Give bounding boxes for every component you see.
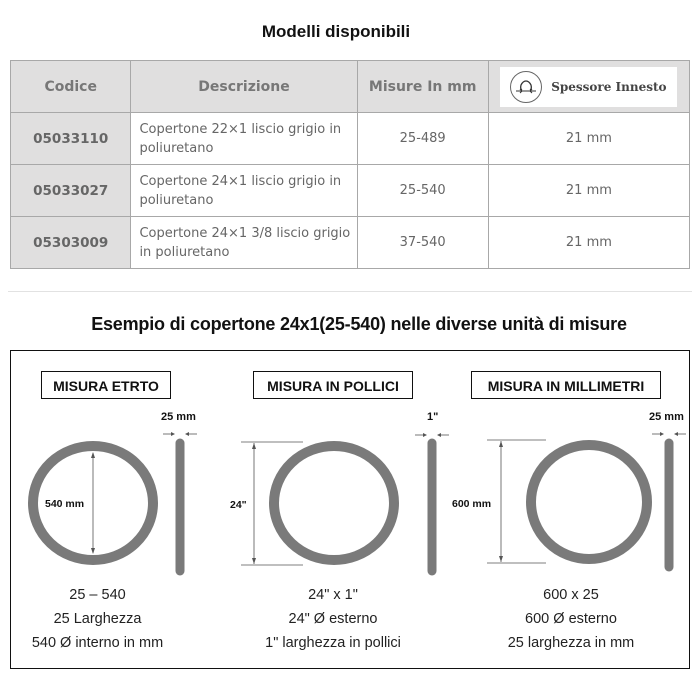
- cell-thickness: 21 mm: [488, 217, 689, 269]
- panel-caption: [501, 583, 641, 655]
- cell-size: 37-540: [357, 217, 488, 269]
- caption-line: 24" Ø esterno: [288, 611, 378, 627]
- caption-line: 540 Ø interno in mm: [31, 635, 164, 651]
- panel-heading: MISURA IN MILLIMETRI: [471, 371, 661, 399]
- panel-caption: [11, 583, 184, 655]
- header-thickness: [488, 61, 689, 113]
- example-diagram: [10, 350, 690, 669]
- example-title: Esempio di copertone 24x1(25-540) nelle diverse unità di misure: [91, 314, 627, 334]
- cell-code: 05033110: [11, 113, 131, 165]
- omega-clip-icon: [510, 71, 542, 103]
- panel-caption: [245, 583, 421, 655]
- cell-thickness: 21 mm: [488, 113, 689, 165]
- thickness-header-label: Spessore Innesto: [551, 79, 667, 94]
- tire-millimeters-drawing: [461, 351, 691, 581]
- caption-line: 600 x 25: [543, 587, 599, 603]
- header-code: Codice: [11, 61, 131, 113]
- panel-etrto: [11, 351, 241, 670]
- cell-thickness: 21 mm: [488, 165, 689, 217]
- table-row: [11, 165, 690, 217]
- cell-description: Copertone 22×1 liscio grigio in poliuretano: [131, 113, 357, 165]
- panel-heading: MISURA IN POLLICI: [253, 371, 413, 399]
- caption-line: 25 Larghezza: [53, 611, 142, 627]
- tire-etrto-drawing: [11, 351, 241, 581]
- cell-description: Copertone 24×1 liscio grigio in poliuretano: [131, 165, 357, 217]
- caption-line: 600 Ø esterno: [525, 611, 617, 627]
- section-divider: [8, 291, 692, 292]
- cell-description: Copertone 24×1 3/8 liscio grigio in poliuretano: [131, 217, 357, 269]
- tire-inches-drawing: [231, 351, 461, 581]
- caption-line: 25 larghezza in mm: [507, 635, 635, 651]
- width-label: 1": [427, 411, 439, 423]
- table-row: [11, 217, 690, 269]
- caption-line: 24" x 1": [308, 587, 358, 603]
- thickness-header-badge: [500, 67, 677, 107]
- panel-inches: [231, 351, 461, 670]
- page-title: Modelli disponibili: [261, 22, 411, 41]
- panel-millimeters: [452, 351, 691, 670]
- cell-code: 05033027: [11, 165, 131, 217]
- header-description: Descrizione: [131, 61, 357, 113]
- width-label: 25 mm: [161, 411, 196, 423]
- diameter-label: 540 mm: [45, 498, 85, 510]
- width-label: 25 mm: [649, 411, 684, 423]
- table-header-row: [11, 61, 690, 113]
- panel-heading: MISURA ETRTO: [41, 371, 171, 399]
- caption-line: 1" larghezza in pollici: [265, 635, 401, 651]
- caption-line: 25 – 540: [69, 587, 126, 603]
- diameter-label: 600 mm: [452, 498, 492, 510]
- header-size: Misure In mm: [357, 61, 488, 113]
- models-table: [10, 60, 690, 269]
- cell-size: 25-489: [357, 113, 488, 165]
- cell-size: 25-540: [357, 165, 488, 217]
- table-row: [11, 113, 690, 165]
- cell-code: 05303009: [11, 217, 131, 269]
- diameter-label: 24": [230, 499, 247, 511]
